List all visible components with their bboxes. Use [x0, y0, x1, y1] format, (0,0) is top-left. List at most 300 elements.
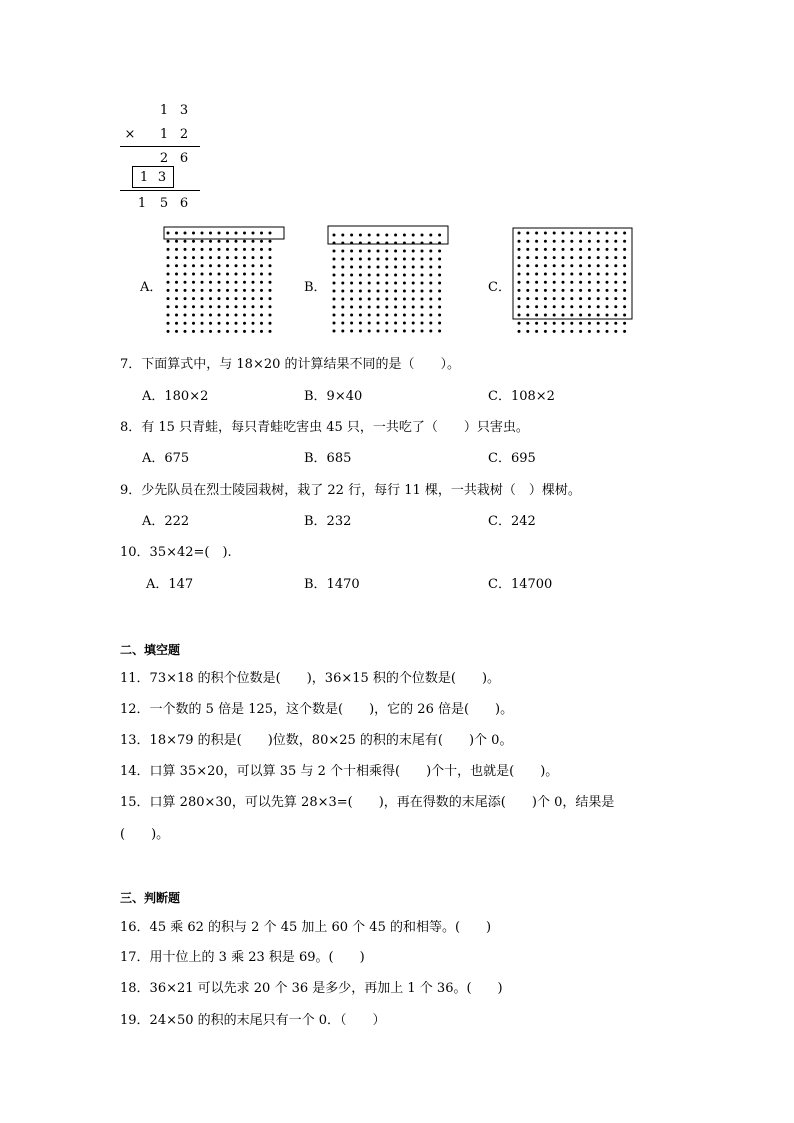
dot: [429, 266, 432, 269]
dot: [535, 289, 538, 292]
dot: [385, 306, 388, 309]
dot: [597, 289, 600, 292]
dot: [243, 314, 246, 317]
dot: [570, 264, 573, 267]
dot: [412, 282, 415, 285]
dot: [333, 298, 336, 301]
dot: [209, 264, 212, 267]
dot: [235, 289, 238, 292]
dot: [588, 256, 591, 259]
mult-digit: 2: [179, 127, 189, 142]
dot: [394, 290, 397, 293]
dot: [535, 248, 538, 251]
dot: [518, 289, 521, 292]
dot: [167, 297, 170, 300]
dot: [588, 297, 591, 300]
dot: [218, 281, 221, 284]
dot: [614, 232, 617, 235]
dot: [597, 297, 600, 300]
dot: [623, 297, 626, 300]
dot: [175, 305, 178, 308]
dot: [623, 314, 626, 317]
dot: [377, 306, 380, 309]
dot: [429, 242, 432, 245]
dot: [368, 322, 371, 325]
dot: [614, 330, 617, 333]
dot: [553, 305, 556, 308]
dot: [429, 314, 432, 317]
dot: [218, 297, 221, 300]
dot: [438, 306, 441, 309]
dot: [579, 264, 582, 267]
dot: [368, 266, 371, 269]
dot: [209, 289, 212, 292]
dot: [429, 282, 432, 285]
dot: [614, 297, 617, 300]
dot: [341, 330, 344, 333]
dot: [235, 248, 238, 251]
dot: [333, 234, 336, 237]
dot: [260, 256, 263, 259]
dot: [544, 240, 547, 243]
dot: [359, 298, 362, 301]
dot: [438, 298, 441, 301]
dot: [544, 248, 547, 251]
dot: [252, 232, 255, 235]
dot: [518, 330, 521, 333]
dot: [209, 256, 212, 259]
dot: [201, 273, 204, 276]
dot: [218, 322, 221, 325]
dot: [588, 289, 591, 292]
dot: [192, 256, 195, 259]
dot: [385, 290, 388, 293]
dot: [368, 242, 371, 245]
dot: [209, 281, 212, 284]
dot: [269, 289, 272, 292]
dot: [368, 258, 371, 261]
dot: [359, 266, 362, 269]
dot: [385, 282, 388, 285]
dot: [429, 322, 432, 325]
dot: [359, 242, 362, 245]
true-false-question: 18．36×21 可以先求 20 个 36 是多少，再加上 1 个 36。( ): [120, 981, 503, 996]
dot: [535, 305, 538, 308]
dot: [350, 314, 353, 317]
answer-option[interactable]: A．675: [142, 451, 190, 466]
dot: [260, 322, 263, 325]
dot: [377, 322, 380, 325]
dot: [243, 248, 246, 251]
dot: [412, 274, 415, 277]
dot: [167, 322, 170, 325]
dot: [269, 248, 272, 251]
dot: [412, 242, 415, 245]
dot: [421, 306, 424, 309]
dot: [350, 322, 353, 325]
dot: [623, 330, 626, 333]
dot: [226, 232, 229, 235]
dot: [421, 282, 424, 285]
dot: [553, 330, 556, 333]
dot: [243, 289, 246, 292]
dot: [562, 281, 565, 284]
dot: [269, 273, 272, 276]
dot: [623, 281, 626, 284]
dot: [544, 281, 547, 284]
dot: [377, 234, 380, 237]
answer-option[interactable]: C．108×2: [488, 389, 555, 404]
dot: [184, 330, 187, 333]
dot: [570, 273, 573, 276]
dot: [606, 297, 609, 300]
dot: [226, 330, 229, 333]
true-false-question: 19．24×50 的积的末尾只有一个 0．（ ）: [120, 1013, 386, 1028]
dot: [184, 256, 187, 259]
question-stem: 10．35×42=( ).: [120, 545, 232, 560]
dot: [209, 273, 212, 276]
dot: [226, 256, 229, 259]
dot: [438, 282, 441, 285]
dot: [403, 330, 406, 333]
dot: [350, 258, 353, 261]
dot: [588, 322, 591, 325]
dot: [394, 250, 397, 253]
dot: [226, 297, 229, 300]
dot: [606, 240, 609, 243]
dot: [588, 232, 591, 235]
mult-digit: 6: [179, 151, 189, 166]
dot: [235, 273, 238, 276]
dot: [341, 250, 344, 253]
answer-option[interactable]: B．232: [304, 514, 352, 529]
answer-option[interactable]: C．695: [488, 451, 536, 466]
dot: [544, 314, 547, 317]
dot: [226, 322, 229, 325]
dot: [243, 297, 246, 300]
dot: [429, 298, 432, 301]
dot: [350, 290, 353, 293]
dot: [385, 274, 388, 277]
dot: [606, 330, 609, 333]
dot: [167, 289, 170, 292]
section-title-fill-in: 二、填空题: [120, 643, 181, 657]
dot: [269, 314, 272, 317]
dot: [579, 248, 582, 251]
dot: [438, 314, 441, 317]
dot-array-b: [325, 224, 453, 340]
fill-in-question: 14．口算 35×20，可以算 35 与 2 个十相乘得( )个十，也就是( )。: [120, 764, 559, 779]
dot: [385, 314, 388, 317]
dot: [167, 248, 170, 251]
dot: [350, 330, 353, 333]
dot: [184, 264, 187, 267]
dot: [209, 305, 212, 308]
dot: [438, 258, 441, 261]
dot: [403, 314, 406, 317]
dot: [403, 242, 406, 245]
dot: [394, 298, 397, 301]
dot: [526, 281, 529, 284]
dot: [438, 330, 441, 333]
dot: [614, 281, 617, 284]
dot: [562, 330, 565, 333]
dot: [269, 322, 272, 325]
dot: [260, 240, 263, 243]
dot: [235, 330, 238, 333]
dot: [377, 242, 380, 245]
dot: [614, 264, 617, 267]
dot: [226, 264, 229, 267]
mult-digit: 3: [179, 103, 189, 118]
dot: [606, 264, 609, 267]
dot: [218, 273, 221, 276]
dot: [597, 248, 600, 251]
true-false-question: 16．45 乘 62 的积与 2 个 45 加上 60 个 45 的和相等。( ): [120, 920, 492, 935]
dot: [175, 322, 178, 325]
dot: [175, 289, 178, 292]
dot: [377, 314, 380, 317]
dot: [218, 256, 221, 259]
dot: [394, 330, 397, 333]
dot: [260, 289, 263, 292]
dot: [243, 232, 246, 235]
answer-option[interactable]: A．180×2: [142, 389, 209, 404]
dot: [597, 256, 600, 259]
dot: [201, 248, 204, 251]
dot: [218, 264, 221, 267]
dot: [201, 297, 204, 300]
dot: [368, 306, 371, 309]
dot: [252, 305, 255, 308]
dot: [167, 314, 170, 317]
dot: [588, 305, 591, 308]
dot: [226, 281, 229, 284]
dot: [184, 314, 187, 317]
dot: [167, 273, 170, 276]
dot: [333, 282, 336, 285]
dot: [269, 240, 272, 243]
dot: [553, 248, 556, 251]
dot: [544, 330, 547, 333]
dot: [377, 298, 380, 301]
dot: [252, 256, 255, 259]
figure-option-b-label: B．: [304, 280, 327, 295]
dot: [570, 297, 573, 300]
dot: [429, 274, 432, 277]
dot: [209, 322, 212, 325]
dot: [588, 273, 591, 276]
dot: [243, 281, 246, 284]
dot: [377, 282, 380, 285]
dot: [570, 256, 573, 259]
dot: [184, 305, 187, 308]
dot: [235, 256, 238, 259]
answer-option[interactable]: C．14700: [488, 577, 553, 592]
dot: [412, 330, 415, 333]
dot: [623, 264, 626, 267]
dot: [350, 266, 353, 269]
dot: [421, 234, 424, 237]
fill-in-question: 11．73×18 的积个位数是( )，36×15 积的个位数是( )。: [120, 671, 501, 686]
dot: [403, 234, 406, 237]
dot: [167, 264, 170, 267]
dot: [209, 240, 212, 243]
dot: [579, 305, 582, 308]
dot: [570, 314, 573, 317]
dot: [260, 273, 263, 276]
dot: [553, 281, 556, 284]
dot: [606, 248, 609, 251]
dot: [385, 298, 388, 301]
dot: [252, 289, 255, 292]
dot: [218, 289, 221, 292]
dot: [368, 250, 371, 253]
dot: [421, 290, 424, 293]
dot: [368, 274, 371, 277]
dot: [359, 330, 362, 333]
fill-in-question-continued: ( )。: [120, 827, 170, 842]
dot: [553, 256, 556, 259]
dot: [553, 273, 556, 276]
dot: [377, 258, 380, 261]
dot: [341, 242, 344, 245]
dot: [518, 273, 521, 276]
dot: [359, 250, 362, 253]
dot: [579, 297, 582, 300]
dot: [553, 264, 556, 267]
dot: [421, 298, 424, 301]
dot: [218, 232, 221, 235]
dot: [438, 234, 441, 237]
dot: [562, 264, 565, 267]
dot: [333, 258, 336, 261]
dot: [333, 314, 336, 317]
dot: [218, 314, 221, 317]
answer-option[interactable]: A．147: [146, 577, 194, 592]
dot: [421, 330, 424, 333]
dot: [341, 258, 344, 261]
dot: [429, 258, 432, 261]
dot: [412, 250, 415, 253]
dot: [192, 248, 195, 251]
dot: [235, 314, 238, 317]
dot: [260, 248, 263, 251]
dot: [535, 281, 538, 284]
dot: [394, 282, 397, 285]
dot: [167, 281, 170, 284]
dot: [562, 322, 565, 325]
mult-digit: 1: [159, 127, 169, 142]
dot: [377, 290, 380, 293]
dot: [252, 297, 255, 300]
dot: [175, 256, 178, 259]
dot: [359, 258, 362, 261]
dot: [597, 322, 600, 325]
dot: [606, 281, 609, 284]
dot: [209, 297, 212, 300]
dot: [368, 298, 371, 301]
dot: [341, 274, 344, 277]
dot: [359, 314, 362, 317]
dot: [341, 322, 344, 325]
dot: [623, 273, 626, 276]
dot: [394, 266, 397, 269]
dot-array-a: [160, 224, 290, 340]
dot: [588, 248, 591, 251]
dot: [201, 322, 204, 325]
mult-digit: 5: [159, 196, 169, 211]
dot: [385, 266, 388, 269]
dot: [333, 250, 336, 253]
dot: [526, 305, 529, 308]
dot: [518, 264, 521, 267]
dot: [350, 298, 353, 301]
dot: [341, 234, 344, 237]
answer-option[interactable]: B．685: [304, 451, 352, 466]
dot: [269, 297, 272, 300]
true-false-question: 17．用十位上的 3 乘 23 积是 69。( ): [120, 950, 365, 965]
dot: [606, 314, 609, 317]
dot: [341, 298, 344, 301]
dot: [243, 330, 246, 333]
dot: [350, 274, 353, 277]
dot: [226, 314, 229, 317]
dot: [544, 297, 547, 300]
answer-option[interactable]: B．1470: [304, 577, 360, 592]
dot: [606, 289, 609, 292]
fill-in-question: 15．口算 280×30，可以先算 28×3=( )，再在得数的末尾添( )个 0，结果是: [120, 795, 615, 810]
dot: [385, 330, 388, 333]
dot: [235, 297, 238, 300]
answer-option[interactable]: B．9×40: [304, 389, 363, 404]
dot: [368, 330, 371, 333]
dot: [597, 232, 600, 235]
dot: [535, 330, 538, 333]
dot: [438, 266, 441, 269]
dot: [597, 273, 600, 276]
dot: [252, 281, 255, 284]
dot: [209, 314, 212, 317]
dot: [403, 250, 406, 253]
dot: [570, 281, 573, 284]
dot: [579, 330, 582, 333]
dot: [597, 240, 600, 243]
dot: [544, 232, 547, 235]
dot: [175, 232, 178, 235]
dot: [350, 282, 353, 285]
dot: [192, 314, 195, 317]
dot: [167, 240, 170, 243]
dot: [579, 314, 582, 317]
dot: [175, 297, 178, 300]
dot: [570, 305, 573, 308]
dot: [175, 281, 178, 284]
dot: [570, 232, 573, 235]
dot: [544, 273, 547, 276]
answer-option[interactable]: C．242: [488, 514, 536, 529]
dot: [226, 273, 229, 276]
dot: [570, 240, 573, 243]
dot: [421, 250, 424, 253]
dot: [175, 330, 178, 333]
answer-option[interactable]: A．222: [142, 514, 190, 529]
dot: [421, 258, 424, 261]
dot: [175, 273, 178, 276]
dot: [403, 282, 406, 285]
dot: [526, 297, 529, 300]
dot: [359, 290, 362, 293]
